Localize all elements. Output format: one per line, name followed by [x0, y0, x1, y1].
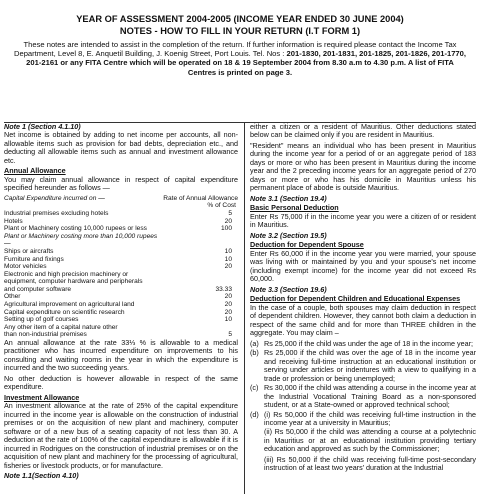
- item-d-ii-text: (ii) Rs 50,000 if the child was attending a course at a polytechnic in Mauritius or at an educational institution providing tertiary education and approved as such by the Commissioner;: [264, 427, 476, 454]
- rate-item-label: and computer software: [4, 285, 72, 293]
- deduction-item-text: Rs 25,000 if the child was under the age of 18 in the income year;: [264, 338, 473, 348]
- resident-definition-text: "Resident" means an individual who has been present in Mauritius during the income year for a period of or an aggregate period of 183 days or more or who has been present in Mauritius during the income year and the 2 preceding income years for an aggregate period of 270 days or more or who has his domicile in Mauritius unless his permanent place of abode is outside Mauritius.: [250, 140, 476, 193]
- rate-item-value: 10: [224, 247, 232, 255]
- rate-item-value: 5: [228, 331, 232, 339]
- rates-header-spacer: [4, 202, 163, 210]
- basic-personal-deduction-text: Enter Rs 75,000 if in the income year you were a citizen of or resident in Mauritius.: [250, 211, 476, 230]
- deduction-list-item: [250, 384, 476, 409]
- rate-item-label: Any other item of a capital nature other: [4, 323, 118, 331]
- rates-header-right: Rate of Annual Allowance: [163, 194, 238, 202]
- annual-allowance-para-3: No other deduction is however allowable in respect of the same expenditure.: [4, 373, 238, 392]
- annual-allowance-rates-table: [4, 195, 238, 339]
- rates-table-row: [4, 286, 238, 294]
- rate-item-label: Industrial premises excluding hotels: [4, 210, 109, 218]
- rate-item-value: 20: [224, 263, 232, 271]
- rates-table-row: [4, 309, 238, 317]
- two-column-body: [0, 123, 480, 494]
- document-title: YEAR OF ASSESSMENT 2004-2005 (INCOME YEAR ENDED 30 JUNE 2004): [76, 14, 404, 24]
- rates-header-left: Capital Expenditure incurred on —: [4, 194, 105, 202]
- rate-item-label: Capital expenditure on scientific research: [4, 308, 125, 316]
- notes-page: [0, 14, 480, 494]
- right-column: [250, 123, 476, 494]
- rate-item-value: 20: [224, 300, 232, 308]
- rates-table-header: [4, 195, 238, 203]
- rates-table-row: [4, 256, 238, 264]
- rate-item-label: than non-industrial premises: [4, 331, 87, 339]
- rate-item-value: 100: [220, 225, 232, 233]
- dependent-children-heading: Deduction for Dependent Children and Educational Expenses: [250, 294, 461, 304]
- document-subtitle: NOTES - HOW TO FILL IN YOUR RETURN (I.T FORM 1): [119, 25, 361, 36]
- rates-table-row: [4, 233, 238, 248]
- rates-table-row: [4, 218, 238, 226]
- rate-item-value: [163, 271, 238, 279]
- rates-table-row: [4, 293, 238, 301]
- rate-item-value: [163, 324, 238, 332]
- rates-table-body: [4, 210, 238, 339]
- rate-item-label: Electronic and high precision machinery or: [4, 270, 129, 278]
- rate-item-label: Plant or Machinery costing 10,000 rupees or less: [4, 225, 147, 233]
- annual-allowance-para-2: An annual allowance at the rate 33⅓ % is allowable to a medical practitioner who has incurred expenditure on improvements to his consulting and waiting rooms in the year in which the expenditure is incurred and the two succeeding years.: [4, 337, 238, 373]
- investment-allowance-text: An investment allowance at the rate of 25% of the capital expenditure incurred in the income year is allowable on the construction of industrial premises or on the acquisition of new plant and machinery, computer software or of a new bus of a seating capacity of not less than 30. A deduction at the rate of 100% of the capital expenditure is allowable if it is incurred in Rodrigues on the construction of industrial premises or on the acquisition of new plant and machinery for the processing of agricultural, fisheries or livestock products, or for manufacture.: [4, 401, 238, 470]
- intro-contact-numbers: 201-1830, 201-1831, 201-1825, 201-1826, 201-1770, 201-2161 or any FITA Centre which will be operated on 18 & 19 September 2004 from 8.30 a.m to 4.30 p.m. A list of FITA Centres is printed on page 3.: [26, 49, 466, 77]
- rate-item-value: 5: [228, 210, 232, 218]
- rate-item-label: Agricultural improvement on agricultural land: [4, 300, 135, 308]
- dependent-spouse-heading: Deduction for Dependent Spouse: [250, 240, 364, 250]
- deduction-list-item: [250, 349, 476, 383]
- rate-item-label: Motor vehicles: [4, 263, 47, 271]
- deduction-list-item: [250, 340, 476, 348]
- note-3-2-heading: Note 3.2 (Section 19.5): [250, 230, 327, 240]
- investment-allowance-heading: Investment Allowance: [4, 392, 80, 402]
- rates-table-row: [4, 301, 238, 309]
- rates-table-row: [4, 278, 238, 286]
- deduction-item-text: (i) Rs 50,000 if the child was receiving full-time instruction in the income year at a university in Mauritius;: [264, 409, 476, 427]
- deduction-item-label: (b): [250, 348, 259, 358]
- rate-item-label: Setting up of golf courses: [4, 316, 79, 324]
- rates-table-row: [4, 271, 238, 279]
- deduction-item-label: (a): [250, 338, 259, 348]
- deduction-item-label: (c): [250, 383, 259, 393]
- note-3-3-heading: Note 3.3 (Section 19.6): [250, 284, 327, 294]
- column-divider: [244, 123, 245, 494]
- rates-table-header-2: [4, 202, 238, 210]
- rates-header-right-2: % of Cost: [207, 202, 236, 210]
- note-3-1-heading: Note 3.1 (Section 19.4): [250, 193, 327, 203]
- rate-item-value: 10: [224, 255, 232, 263]
- rates-table-row: [4, 225, 238, 233]
- rate-item-value: [163, 233, 238, 248]
- deduction-list: [250, 340, 476, 428]
- note-1-1-heading: Note 1.1(Section 4.10): [4, 471, 79, 481]
- deduction-list-item: [250, 411, 476, 428]
- rate-item-value: 20: [224, 217, 232, 225]
- rate-item-label: Hotels: [4, 217, 23, 225]
- deduction-item-text: Rs 25,000 if the child was over the age of 18 in the income year and receiving full-time instruction at an educational institution or serving under articles or indentures with a view to qualifying in a trade or profession or being unemployed;: [264, 348, 476, 383]
- intro-paragraph: [0, 37, 480, 77]
- rate-item-value: 10: [224, 316, 232, 324]
- annual-allowance-text: You may claim annual allowance in respect of capital expenditure specified hereunder as follows —: [4, 174, 238, 193]
- rate-item-label: Plant or Machinery costing more than 10,000 rupees —: [4, 232, 158, 248]
- rates-table-row: [4, 248, 238, 256]
- rate-item-value: 20: [224, 308, 232, 316]
- deduction-item-text: Rs 30,000 if the child was attending a course in the income year at the Industrial Vocational Training Board as a non-sponsored student, or at a State-owned or approved technical school;: [264, 383, 476, 410]
- dependent-spouse-text: Enter Rs 60,000 if in the income year you were married, your spouse was living with or maintained by you and your spouse's net income (including exempt income) for the income year did not exceed Rs 60,000.: [250, 248, 476, 284]
- basic-personal-deduction-heading: Basic Personal Deduction: [250, 203, 339, 213]
- rates-table-row: [4, 263, 238, 271]
- rate-item-label: Ships or aircrafts: [4, 247, 54, 255]
- rates-table-row: [4, 210, 238, 218]
- rate-item-label: Other: [4, 293, 21, 301]
- left-column: [4, 123, 238, 494]
- rate-item-label: Furniture and fixings: [4, 255, 64, 263]
- intro-text: These notes are intended to assist in the completion of the return. If further information is required please contact the Income Tax Department, Level 8, E. Anquetil Building, J. Koenig Street, Port Louis. Tel. Nos :: [13, 39, 457, 59]
- residency-intro-text: either a citizen or a resident of Mauritius. Other deductions stated below can be claimed only if you are resident in Mauritius.: [250, 123, 476, 140]
- rate-item-value: 20: [224, 293, 232, 301]
- annual-allowance-heading: Annual Allowance: [4, 166, 66, 176]
- note-1-heading: Note 1 (Section 4.1.10): [4, 123, 81, 131]
- rate-item-value: 33.33: [215, 285, 232, 293]
- rates-table-row: [4, 316, 238, 324]
- rates-table-row: [4, 324, 238, 332]
- deduction-item-label: (d): [250, 409, 259, 419]
- rate-item-label: equipment, computer hardware and peripherals: [4, 278, 143, 286]
- dependent-children-text: In the case of a couple, both spouses may claim deduction in respect of dependent children. However, they cannot both claim a deduction in respect of the same child and for more than THREE children in the aggregate. You may claim –: [250, 302, 476, 338]
- rate-item-value: [163, 278, 238, 286]
- item-d-iii-text: (iii) Rs 50,000 if the child was receiving full-time post-secondary instruction of at least two years' duration at the Industrial: [264, 454, 476, 473]
- note-1-text: Net income is obtained by adding to net income per accounts, all non-allowable items such as provision for bad debts, depreciation etc., and deducting all allowable items such as annual and investment allowance etc.: [4, 130, 238, 165]
- document-header: [0, 14, 480, 77]
